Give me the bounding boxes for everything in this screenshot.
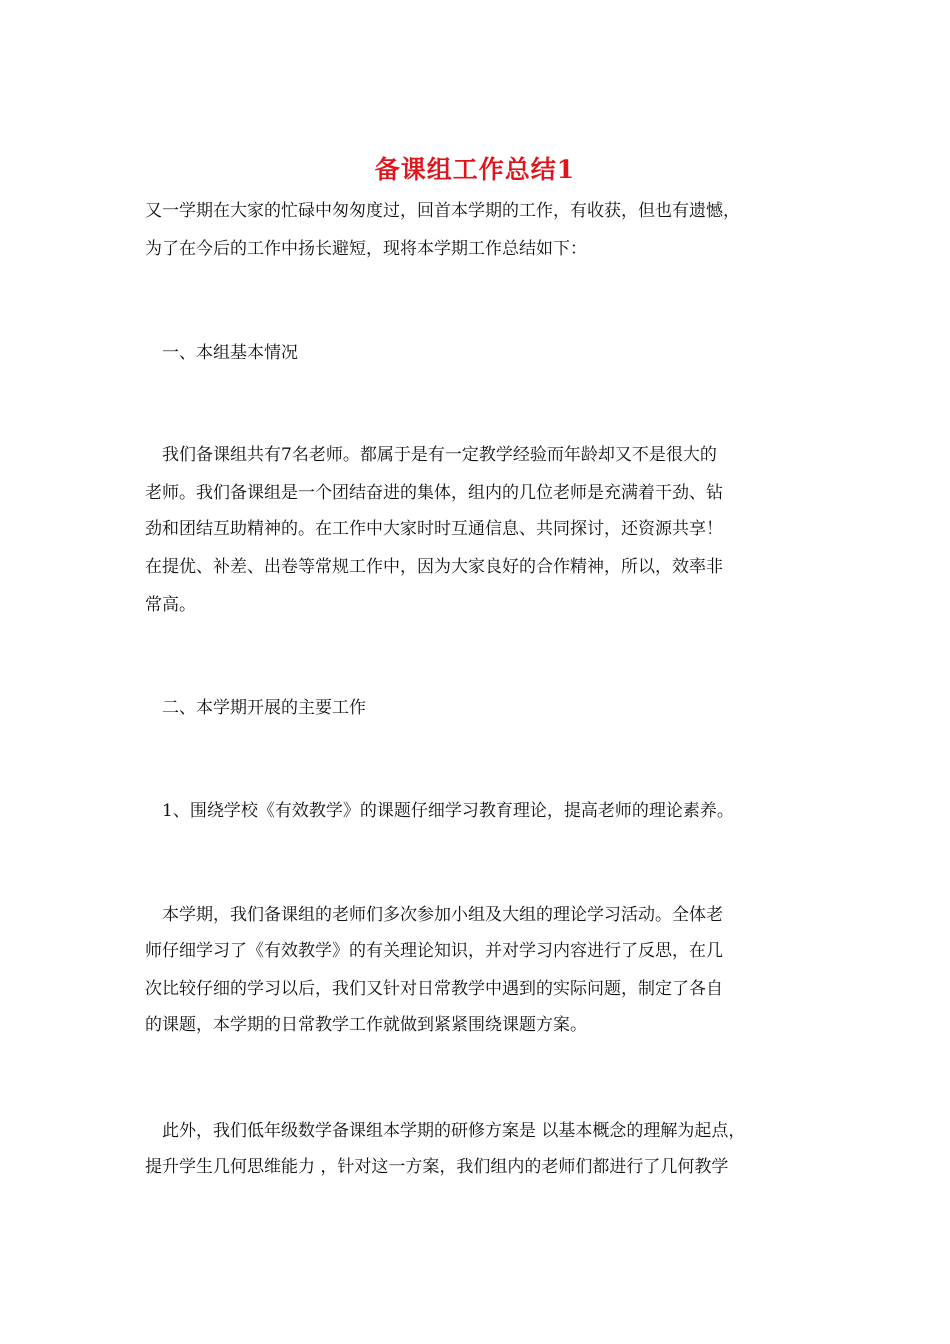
item1-line-1: 本学期，我们备课组的老师们多次参加小组及大组的理论学习活动。全体老	[145, 905, 723, 925]
item1-line-4: 的课题，本学期的日常教学工作就做到紧紧围绕课题方案。	[145, 1015, 587, 1035]
section1-line-5: 常高。	[145, 595, 196, 615]
extra-line-2: 提升学生几何思维能力 ，针对这一方案，我们组内的老师们都进行了几何教学	[145, 1157, 729, 1177]
item-1-heading: 1、围绕学校《有效教学》的课题仔细学习教育理论，提高老师的理论素养。	[145, 801, 734, 821]
section1-line-3: 劲和团结互助精神的。在工作中大家时时互通信息、共同探讨，还资源共享！	[145, 519, 723, 539]
extra-line-1: 此外，我们低年级数学备课组本学期的研修方案是 以基本概念的理解为起点，	[145, 1121, 746, 1141]
document-title: 备课组工作总结1	[374, 155, 576, 184]
item1-line-2: 师仔细学习了《有效教学》的有关理论知识，并对学习内容进行了反思，在几	[145, 941, 723, 961]
intro-line-1: 又一学期在大家的忙碌中匆匆度过，回首本学期的工作，有收获，但也有遗憾，	[145, 201, 740, 221]
section1-line-4: 在提优、补差、出卷等常规工作中，因为大家良好的合作精神，所以，效率非	[145, 557, 723, 577]
item1-line-3: 次比较仔细的学习以后，我们又针对日常教学中遇到的实际问题，制定了各自	[145, 979, 723, 999]
intro-line-2: 为了在今后的工作中扬长避短，现将本学期工作总结如下：	[145, 239, 587, 259]
section-heading-2: 二、本学期开展的主要工作	[145, 698, 366, 718]
section1-line-2: 老师。我们备课组是一个团结奋进的集体，组内的几位老师是充满着干劲、钻	[145, 483, 723, 503]
section1-line-1: 我们备课组共有7名老师。都属于是有一定教学经验而年龄却又不是很大的	[145, 445, 717, 465]
section-heading-1: 一、本组基本情况	[145, 343, 298, 363]
